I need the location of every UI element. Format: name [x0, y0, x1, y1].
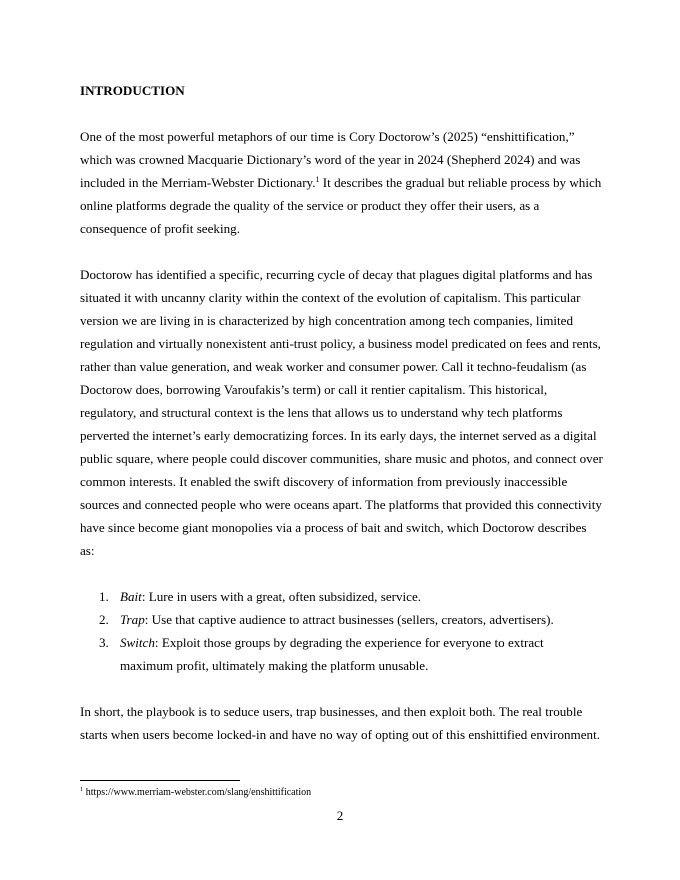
paragraph-intro: [80, 125, 606, 240]
list-item-number: 1.: [99, 589, 109, 604]
footnote: [80, 786, 311, 800]
list-item: [99, 585, 606, 608]
footnote-marker: 1: [80, 786, 84, 793]
list-item-number: 2.: [99, 612, 109, 627]
paragraph-intro-text: One of the most powerful metaphors of our time is Cory Doctorow’s (2025) “enshittification,” which was crowned Macquarie Dictionary’s word of the year in 2024 (Shepherd 2024) and was included in the Merriam-Webster Dictionary.: [80, 129, 581, 190]
footnote-divider: [80, 780, 240, 781]
page-body: [80, 79, 606, 769]
list-item-term: Bait: [120, 589, 142, 604]
section-heading: INTRODUCTION: [80, 83, 185, 98]
footnote-reference[interactable]: 1: [315, 175, 320, 184]
numbered-list: [80, 585, 606, 677]
list-item: [99, 608, 606, 631]
page-number: 2: [336, 808, 344, 823]
paragraph-intro-text-cont: It describes the gradual but reliable process by which online platforms degrade the quality of the service or product they offer their users, as a consequence of profit seeking.: [80, 175, 602, 236]
list-item-text: : Exploit those groups by degrading the experience for everyone to extract maximum profit, ultimately making the platform unusable.: [120, 635, 544, 673]
list-item-term: Trap: [120, 612, 145, 627]
paragraph-summary: In short, the playbook is to seduce users, trap businesses, and then exploit both. The real trouble starts when users become locked-in and have no way of opting out of this enshittified environment.: [80, 704, 600, 742]
list-item-number: 3.: [99, 635, 109, 650]
paragraph-doctorow-cycle: Doctorow has identified a specific, recurring cycle of decay that plagues digital platforms and has situated it with uncanny clarity within the context of the evolution of capitalism. This particular version we are living in is characterized by high concentration among tech companies, limited regulation and virtually nonexistent anti-trust policy, a business model predicated on fees and rents, rather than value generation, and weak worker and consumer power. Call it techno-feudalism (as Doctorow does, borrowing Varoufakis’s term) or call it rentier capitalism. This historical, regulatory, and structural context is the lens that allows us to understand why tech platforms perverted the internet’s early democratizing forces. In its early days, the internet served as a digital public square, where people could discover communities, share music and photos, and connect over common interests. It enabled the swift discovery of information from previously inaccessible sources and connected people who were oceans apart. The platforms that provided this connectivity have since become giant monopolies via a process of bait and switch, which Doctorow describes as:: [80, 267, 603, 558]
footnote-text: https://www.merriam-webster.com/slang/enshittification: [83, 787, 312, 798]
list-item-text: : Use that captive audience to attract businesses (sellers, creators, advertisers).: [144, 612, 554, 627]
list-item-text: : Lure in users with a great, often subsidized, service.: [141, 589, 422, 604]
list-item-term: Switch: [120, 635, 155, 650]
list-item: [99, 631, 606, 677]
